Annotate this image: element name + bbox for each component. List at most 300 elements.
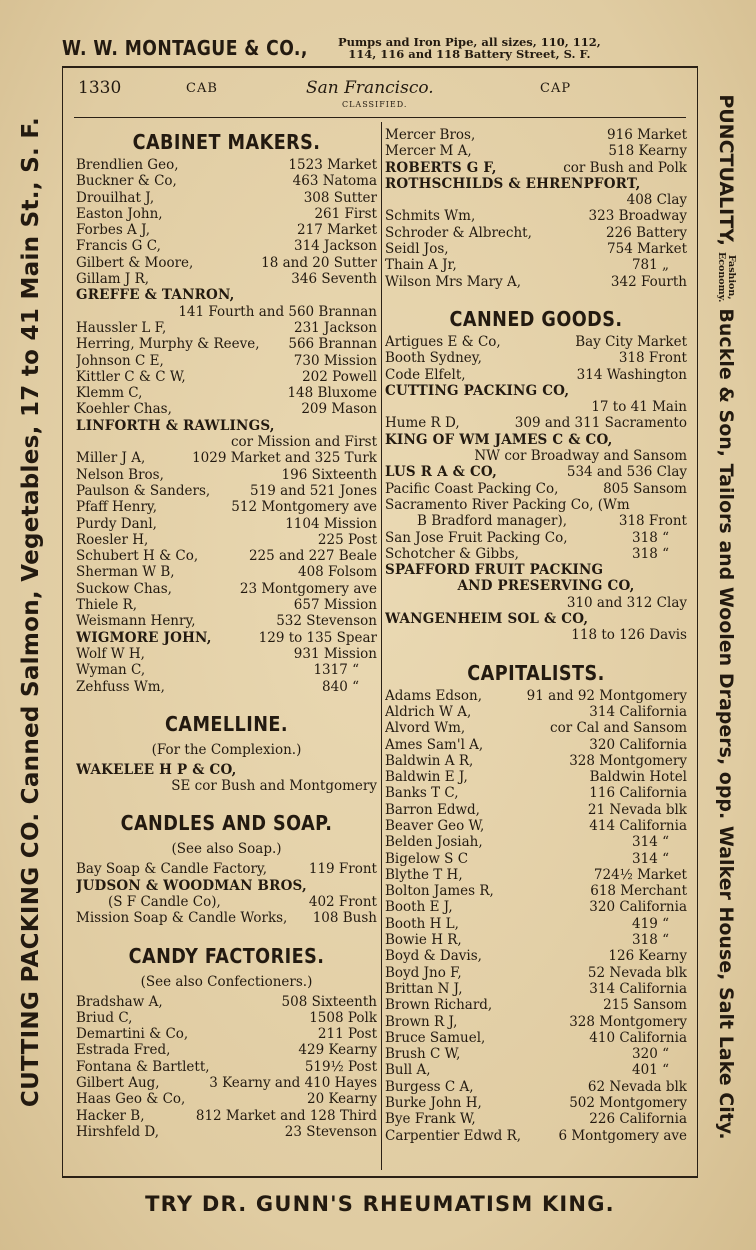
listing-address: 320 “ (632, 1046, 669, 1063)
listing-entry (385, 965, 687, 981)
listing-address: 126 Kearny (608, 948, 687, 965)
listing-name: Alvord Wm, (385, 720, 466, 737)
listing-address: 463 Natoma (292, 173, 377, 190)
listing-continuation: 141 Fourth and 560 Brannan (178, 303, 377, 320)
listing-address: Bay City Market (575, 333, 687, 350)
listing-name: Seidl Jos, (385, 241, 449, 258)
listing-name: JUDSON & WOODMAN BROS, (76, 877, 307, 894)
listing-name: Wolf W H, (76, 645, 145, 662)
listing-name: Adams Edson, (385, 687, 482, 704)
listing-address: 730 Mission (293, 352, 377, 369)
listing-name: Booth H L, (385, 915, 459, 932)
listing-continuation: 408 Clay (626, 192, 687, 209)
listing-name: Bull A, (385, 1062, 431, 1079)
listing-entry (76, 1075, 377, 1091)
listing-address: 148 Bluxome (287, 385, 377, 402)
listing-name: Artigues E & Co, (385, 333, 501, 350)
listing-entry (385, 899, 687, 915)
listing-continuation (385, 578, 687, 594)
right-margin-small-text (716, 252, 736, 302)
listing-address: 320 California (589, 736, 687, 753)
listing-name: Mercer Bros, (385, 127, 476, 143)
listing-address: 840 “ (322, 678, 359, 695)
listing-entry (76, 369, 377, 385)
listing-entry (385, 208, 687, 224)
listing-entry (76, 1026, 377, 1042)
listing-name: Thiele R, (76, 597, 138, 614)
listing-name: Roesler H, (76, 531, 149, 548)
listing-entry (385, 818, 687, 834)
listing-name: Gilbert & Moore, (76, 254, 194, 271)
listing-address: 314 California (589, 703, 687, 720)
listing-entry (385, 350, 687, 366)
listing-name: WAKELEE H P & CO, (76, 761, 237, 778)
listing-name: B Bradford manager), (417, 513, 568, 530)
listing-address: 129 to 135 Spear (258, 629, 377, 646)
listing-name: Brush C W, (385, 1046, 461, 1063)
header-rule (74, 117, 686, 118)
listing-address: 346 Seventh (291, 271, 377, 288)
listing-name: Herring, Murphy & Reeve, (76, 336, 260, 353)
listing-name: Brown R J, (385, 1013, 458, 1030)
listing-entry (385, 802, 687, 818)
listing-name: Bolton James R, (385, 883, 494, 900)
listing-address: 314 Washington (576, 366, 687, 383)
listing-address: 931 Mission (293, 645, 377, 662)
listing-address: 429 Kearny (298, 1042, 377, 1059)
listing-entry (76, 548, 377, 564)
listing-address: 1508 Polk (309, 1009, 377, 1026)
listing-name: Wilson Mrs Mary A, (385, 273, 522, 290)
listing-address: 328 Montgomery (569, 1013, 687, 1030)
listing-name: Mercer M A, (385, 143, 472, 160)
listing-name: Barron Edwd, (385, 801, 480, 818)
listing-entry (385, 160, 687, 176)
listing-entry (76, 662, 377, 678)
listing-address: 318 “ (632, 529, 669, 546)
listing-entry (385, 241, 687, 257)
listing-address: 754 Market (607, 241, 687, 258)
listing-entry (76, 1091, 377, 1107)
listing-address: 202 Powell (302, 368, 377, 385)
listing-name: WIGMORE JOHN, (76, 629, 212, 646)
listing-name: Nelson Bros, (76, 466, 164, 483)
listing-name: Weismann Henry, (76, 613, 196, 630)
listing-name: Baldwin A R, (385, 752, 474, 769)
listing-address: 566 Brannan (288, 336, 377, 353)
listing-name: Blythe T H, (385, 866, 463, 883)
listing-name: Baldwin E J, (385, 769, 468, 786)
listing-entry (385, 367, 687, 383)
listing-entry (385, 704, 687, 720)
listing-continuation: 118 to 126 Davis (571, 627, 687, 644)
listing-name: Buckner & Co, (76, 173, 177, 190)
listing-address: 518 Kearny (608, 143, 687, 160)
listing-address: 323 Broadway (588, 208, 687, 225)
listing-name: Estrada Fred, (76, 1042, 171, 1059)
listing-entry (385, 1062, 687, 1078)
section-heading: CANDY FACTORIES. (128, 943, 325, 968)
top-ad-address (338, 36, 601, 60)
listing-entry (76, 206, 377, 222)
listing-entry (385, 769, 687, 785)
listing-entry (76, 190, 377, 206)
listing-name: Bruce Samuel, (385, 1029, 486, 1046)
listing-address: 519½ Post (304, 1058, 377, 1075)
listing-name: Hirshfeld D, (76, 1123, 160, 1140)
listing-address: 618 Merchant (590, 883, 687, 900)
listing-name: Burgess C A, (385, 1078, 474, 1095)
listing-name: Pacific Coast Packing Co, (385, 480, 559, 497)
listing-entry (385, 997, 687, 1013)
listing-address: 225 Post (317, 531, 377, 548)
listing-entry (385, 948, 687, 964)
listing-address: 419 “ (632, 915, 669, 932)
listing-entry (76, 353, 377, 369)
page-header (74, 76, 686, 112)
right-column (385, 127, 687, 1144)
listing-name: ROTHSCHILDS & EHRENPFORT, (385, 175, 641, 192)
listing-address: 318 Front (618, 350, 687, 367)
listing-entry (385, 432, 687, 448)
listing-name: LUS R A & CO, (385, 464, 497, 481)
listing-entry (76, 287, 377, 303)
listing-entry (385, 562, 687, 578)
listing-address: 534 and 536 Clay (566, 464, 687, 481)
listing-address: 318 Front (618, 513, 687, 530)
listing-entry (385, 611, 687, 627)
listing-name: Briud C, (76, 1009, 133, 1026)
listing-name: Hacker B, (76, 1107, 145, 1124)
listing-name: Bowie H R, (385, 932, 462, 949)
listing-address: cor Cal and Sansom (550, 720, 687, 737)
listing-address: 502 Montgomery (569, 1095, 687, 1112)
listing-entry (385, 932, 687, 948)
listing-entry (76, 418, 377, 434)
section-heading: CANNED GOODS. (449, 306, 623, 331)
listing-name: Easton John, (76, 205, 163, 222)
listing-address: 402 Front (308, 893, 377, 910)
listing-entry (76, 255, 377, 271)
listing-name: Schotcher & Gibbs, (385, 545, 519, 562)
section-note: (See also Soap.) (171, 841, 282, 858)
listing-name: Code Elfelt, (385, 366, 466, 383)
section-heading: CABINET MAKERS. (132, 130, 321, 154)
listing-address: 6 Montgomery ave (558, 1127, 687, 1144)
listing-address: cor Bush and Polk (563, 159, 687, 176)
listing-entry (385, 497, 687, 513)
listing-entry (76, 320, 377, 336)
listing-entry (76, 646, 377, 662)
section-spacer (385, 644, 687, 658)
listing-name: Burke John H, (385, 1095, 482, 1112)
listing-entry (385, 916, 687, 932)
section-heading: CAMELLINE. (164, 711, 288, 736)
left-margin-advertisement (0, 0, 62, 1176)
listing-entry (385, 720, 687, 736)
listing-address: 314 “ (632, 834, 669, 851)
listing-address: 410 California (589, 1029, 687, 1046)
section-note: (For the Complexion.) (151, 741, 302, 758)
listing-name: Brittan N J, (385, 980, 463, 997)
listing-name: ROBERTS G F, (385, 159, 497, 176)
right-margin-economy: Economy. (716, 252, 727, 303)
listing-entry (76, 679, 377, 695)
listing-name: KING OF WM JAMES C & CO, (385, 431, 613, 448)
listing-address: 20 Kearny (306, 1091, 377, 1108)
listing-entry (385, 1046, 687, 1062)
listing-address: 226 Battery (606, 224, 687, 241)
listing-name: Aldrich W A, (385, 703, 472, 720)
listing-name: Francis G C, (76, 238, 161, 255)
listing-name: Suckow Chas, (76, 580, 172, 597)
listing-entry (76, 385, 377, 401)
listing-name: Purdy Danl, (76, 515, 157, 532)
listing-name: Booth Sydney, (385, 350, 482, 367)
left-column (76, 127, 377, 1140)
listing-address: 52 Nevada blk (587, 964, 687, 981)
listing-address: 781 „ (631, 257, 669, 274)
listing-name: Kittler C & C W, (76, 368, 186, 385)
listing-name: SPAFFORD FRUIT PACKING (385, 562, 604, 579)
listing-entry (385, 1128, 687, 1144)
listing-entry (76, 878, 377, 894)
section-heading: CAPITALISTS. (467, 660, 605, 685)
column-divider (381, 122, 382, 1170)
listing-address: Baldwin Hotel (589, 769, 687, 786)
listing-address: 532 Stevenson (276, 613, 377, 630)
listing-entry (76, 483, 377, 499)
listing-entry (76, 861, 377, 877)
listing-address: 314 Jackson (293, 238, 377, 255)
listing-entry (385, 176, 687, 192)
listing-entry (385, 981, 687, 997)
listing-entry (76, 499, 377, 515)
right-margin-fashion: Fashion, (726, 254, 737, 300)
listing-address: 657 Mission (293, 597, 377, 614)
listing-entry (76, 597, 377, 613)
listing-address: 414 California (589, 817, 687, 834)
listing-name: Schmits Wm, (385, 208, 476, 225)
listing-address: 1523 Market (288, 157, 377, 173)
listing-address: 116 California (589, 785, 687, 802)
listing-address: 18 and 20 Sutter (261, 254, 377, 271)
listing-address: 308 Sutter (303, 189, 377, 206)
listing-entry (76, 157, 377, 173)
listing-entry (385, 415, 687, 431)
listing-name: (S F Candle Co), (108, 893, 221, 910)
listing-name: Mission Soap & Candle Works, (76, 910, 288, 927)
listing-address: 724½ Market (593, 866, 687, 883)
listing-entry (385, 225, 687, 241)
section-heading: CANDLES AND SOAP. (120, 811, 333, 836)
listing-entry (385, 834, 687, 850)
listing-name: Ames Sam'l A, (385, 736, 484, 753)
right-margin-text (706, 57, 746, 1177)
listing-entry (76, 894, 377, 910)
listing-name: AND PRESERVING CO, (457, 578, 635, 595)
listing-address: 512 Montgomery ave (231, 499, 377, 516)
listing-name: LINFORTH & RAWLINGS, (76, 417, 275, 434)
listing-continuation: 310 and 312 Clay (566, 594, 687, 611)
listing-entry (76, 910, 377, 926)
listing-name: Thain A Jr, (385, 257, 457, 274)
listing-entry (385, 481, 687, 497)
listing-entry (385, 530, 687, 546)
listing-address: 508 Sixteenth (281, 993, 377, 1010)
listing-address: 215 Sansom (603, 997, 687, 1014)
listing-name: WANGENHEIM SOL & CO, (385, 611, 589, 628)
listing-name: Carpentier Edwd R, (385, 1127, 522, 1144)
listing-address: 519 and 521 Jones (250, 482, 377, 499)
listing-name: Schroder & Albrecht, (385, 224, 532, 241)
listing-name: Bay Soap & Candle Factory, (76, 861, 268, 878)
page-number: 1330 (78, 78, 122, 98)
listing-continuation: cor Mission and First (230, 434, 377, 451)
listing-address: 3 Kearny and 410 Hayes (209, 1075, 377, 1092)
listing-entry (385, 688, 687, 704)
left-guide-word: CAB (186, 81, 218, 96)
listing-name: Belden Josiah, (385, 834, 483, 851)
listing-entry (76, 173, 377, 189)
listing-entry (385, 127, 687, 143)
listing-address: 812 Market and 128 Third (195, 1107, 377, 1124)
listing-name: Sherman W B, (76, 564, 175, 581)
listing-entry (76, 467, 377, 483)
top-ad-address-line: Pumps and Iron Pipe, all sizes, 110, 112, (338, 35, 601, 49)
city-title: San Francisco. (306, 78, 434, 98)
section-spacer (76, 927, 377, 941)
listing-entry (385, 1095, 687, 1111)
listing-name: GREFFE & TANRON, (76, 287, 235, 304)
section-note: (See also Confectioners.) (140, 973, 313, 990)
listing-name: Sacramento River Packing Co, (Wm (385, 496, 630, 513)
listing-entry (385, 464, 687, 480)
listing-address: 1104 Mission (285, 515, 377, 532)
listing-entry (76, 630, 377, 646)
right-guide-word: CAP (540, 81, 572, 96)
listing-name: Zehfuss Wm, (76, 678, 165, 695)
listing-entry (385, 737, 687, 753)
listing-address: 211 Post (317, 1026, 377, 1043)
listing-entry (76, 1042, 377, 1058)
listing-name: Demartini & Co, (76, 1026, 189, 1043)
listing-entry (385, 546, 687, 562)
listing-entry (385, 513, 687, 529)
frame-bottom-rule (62, 1176, 698, 1178)
listing-entry (385, 383, 687, 399)
listing-address: 314 California (589, 980, 687, 997)
listing-entry (76, 450, 377, 466)
listing-address: 401 “ (632, 1062, 669, 1079)
listing-address: 62 Nevada blk (587, 1078, 687, 1095)
listing-address: 91 and 92 Montgomery (526, 687, 687, 704)
listing-address: 225 and 227 Beale (248, 548, 377, 565)
listing-name: Bye Frank W, (385, 1111, 476, 1128)
listing-entry (76, 238, 377, 254)
listing-name: Bigelow S C (385, 850, 469, 867)
listing-name: Klemm C, (76, 385, 143, 402)
listing-name: Drouilhat J, (76, 189, 155, 206)
listing-entry (385, 274, 687, 290)
listing-name: Forbes A J, (76, 222, 151, 239)
listing-name: Haas Geo & Co, (76, 1091, 186, 1108)
listing-address: 217 Market (297, 222, 377, 239)
listing-address: 261 First (314, 205, 377, 222)
listing-address: 196 Sixteenth (281, 466, 377, 483)
listing-entry (76, 1010, 377, 1026)
listing-name: Banks T C, (385, 785, 459, 802)
listing-address: 318 “ (632, 932, 669, 949)
classified-subtitle: CLASSIFIED. (342, 100, 408, 109)
listing-address: 209 Mason (301, 401, 377, 418)
listing-entry (76, 1108, 377, 1124)
listing-address: 314 “ (632, 850, 669, 867)
listing-continuation: SE cor Bush and Montgomery (171, 778, 377, 795)
listing-entry (76, 532, 377, 548)
listing-name: Johnson C E, (76, 352, 164, 369)
left-margin-text: CUTTING PACKING CO. Canned Salmon, Vegetables, 17 to 41 Main St., S. F. (18, 116, 44, 1108)
listing-entry (385, 1111, 687, 1127)
listing-name: Miller J A, (76, 450, 146, 467)
listing-entry (76, 516, 377, 532)
listing-name: Gilbert Aug, (76, 1075, 160, 1092)
listing-entry (76, 1059, 377, 1075)
listing-entry (385, 257, 687, 273)
listing-address: 231 Jackson (293, 319, 377, 336)
listing-entry (76, 613, 377, 629)
listing-name: CUTTING PACKING CO, (385, 382, 570, 399)
right-margin-punctuality: PUNCTUALITY, (715, 94, 737, 247)
listing-entry (76, 762, 377, 778)
listing-address: 1029 Market and 325 Turk (192, 450, 377, 467)
bottom-advertisement: TRY DR. GUNN'S RHEUMATISM KING. (145, 1192, 615, 1216)
listing-entry (76, 1124, 377, 1140)
listing-address: 1317 “ (313, 662, 359, 679)
listing-address: 805 Sansom (603, 480, 687, 497)
listing-entry (385, 334, 687, 350)
listing-address: 318 “ (632, 545, 669, 562)
listing-address: 23 Stevenson (284, 1123, 377, 1140)
listing-address: 916 Market (607, 127, 687, 143)
listing-entry (76, 581, 377, 597)
listing-entry (385, 1079, 687, 1095)
listing-name: Beaver Geo W, (385, 817, 485, 834)
listing-name: Wyman C, (76, 662, 146, 679)
listing-name: Booth E J, (385, 899, 453, 916)
listing-name: Pfaff Henry, (76, 499, 158, 516)
listing-address: 226 California (589, 1111, 687, 1128)
listing-name: Brown Richard, (385, 997, 493, 1014)
listing-address: 119 Front (308, 861, 377, 878)
listing-entry (385, 1030, 687, 1046)
listing-address: 23 Montgomery ave (239, 580, 377, 597)
section-spacer (76, 695, 377, 709)
listing-entry (76, 564, 377, 580)
listing-entry (385, 883, 687, 899)
listing-entry (76, 336, 377, 352)
listing-name: Brendlien Geo, (76, 157, 179, 173)
listing-entry (385, 753, 687, 769)
listing-continuation: 17 to 41 Main (591, 399, 687, 416)
section-spacer (385, 290, 687, 304)
listing-name: Bradshaw A, (76, 993, 163, 1010)
listing-address: 408 Folsom (298, 564, 377, 581)
listing-entry (76, 401, 377, 417)
listing-entry (76, 271, 377, 287)
listing-name: Hume R D, (385, 415, 460, 432)
listing-name: Gillam J R, (76, 271, 150, 288)
